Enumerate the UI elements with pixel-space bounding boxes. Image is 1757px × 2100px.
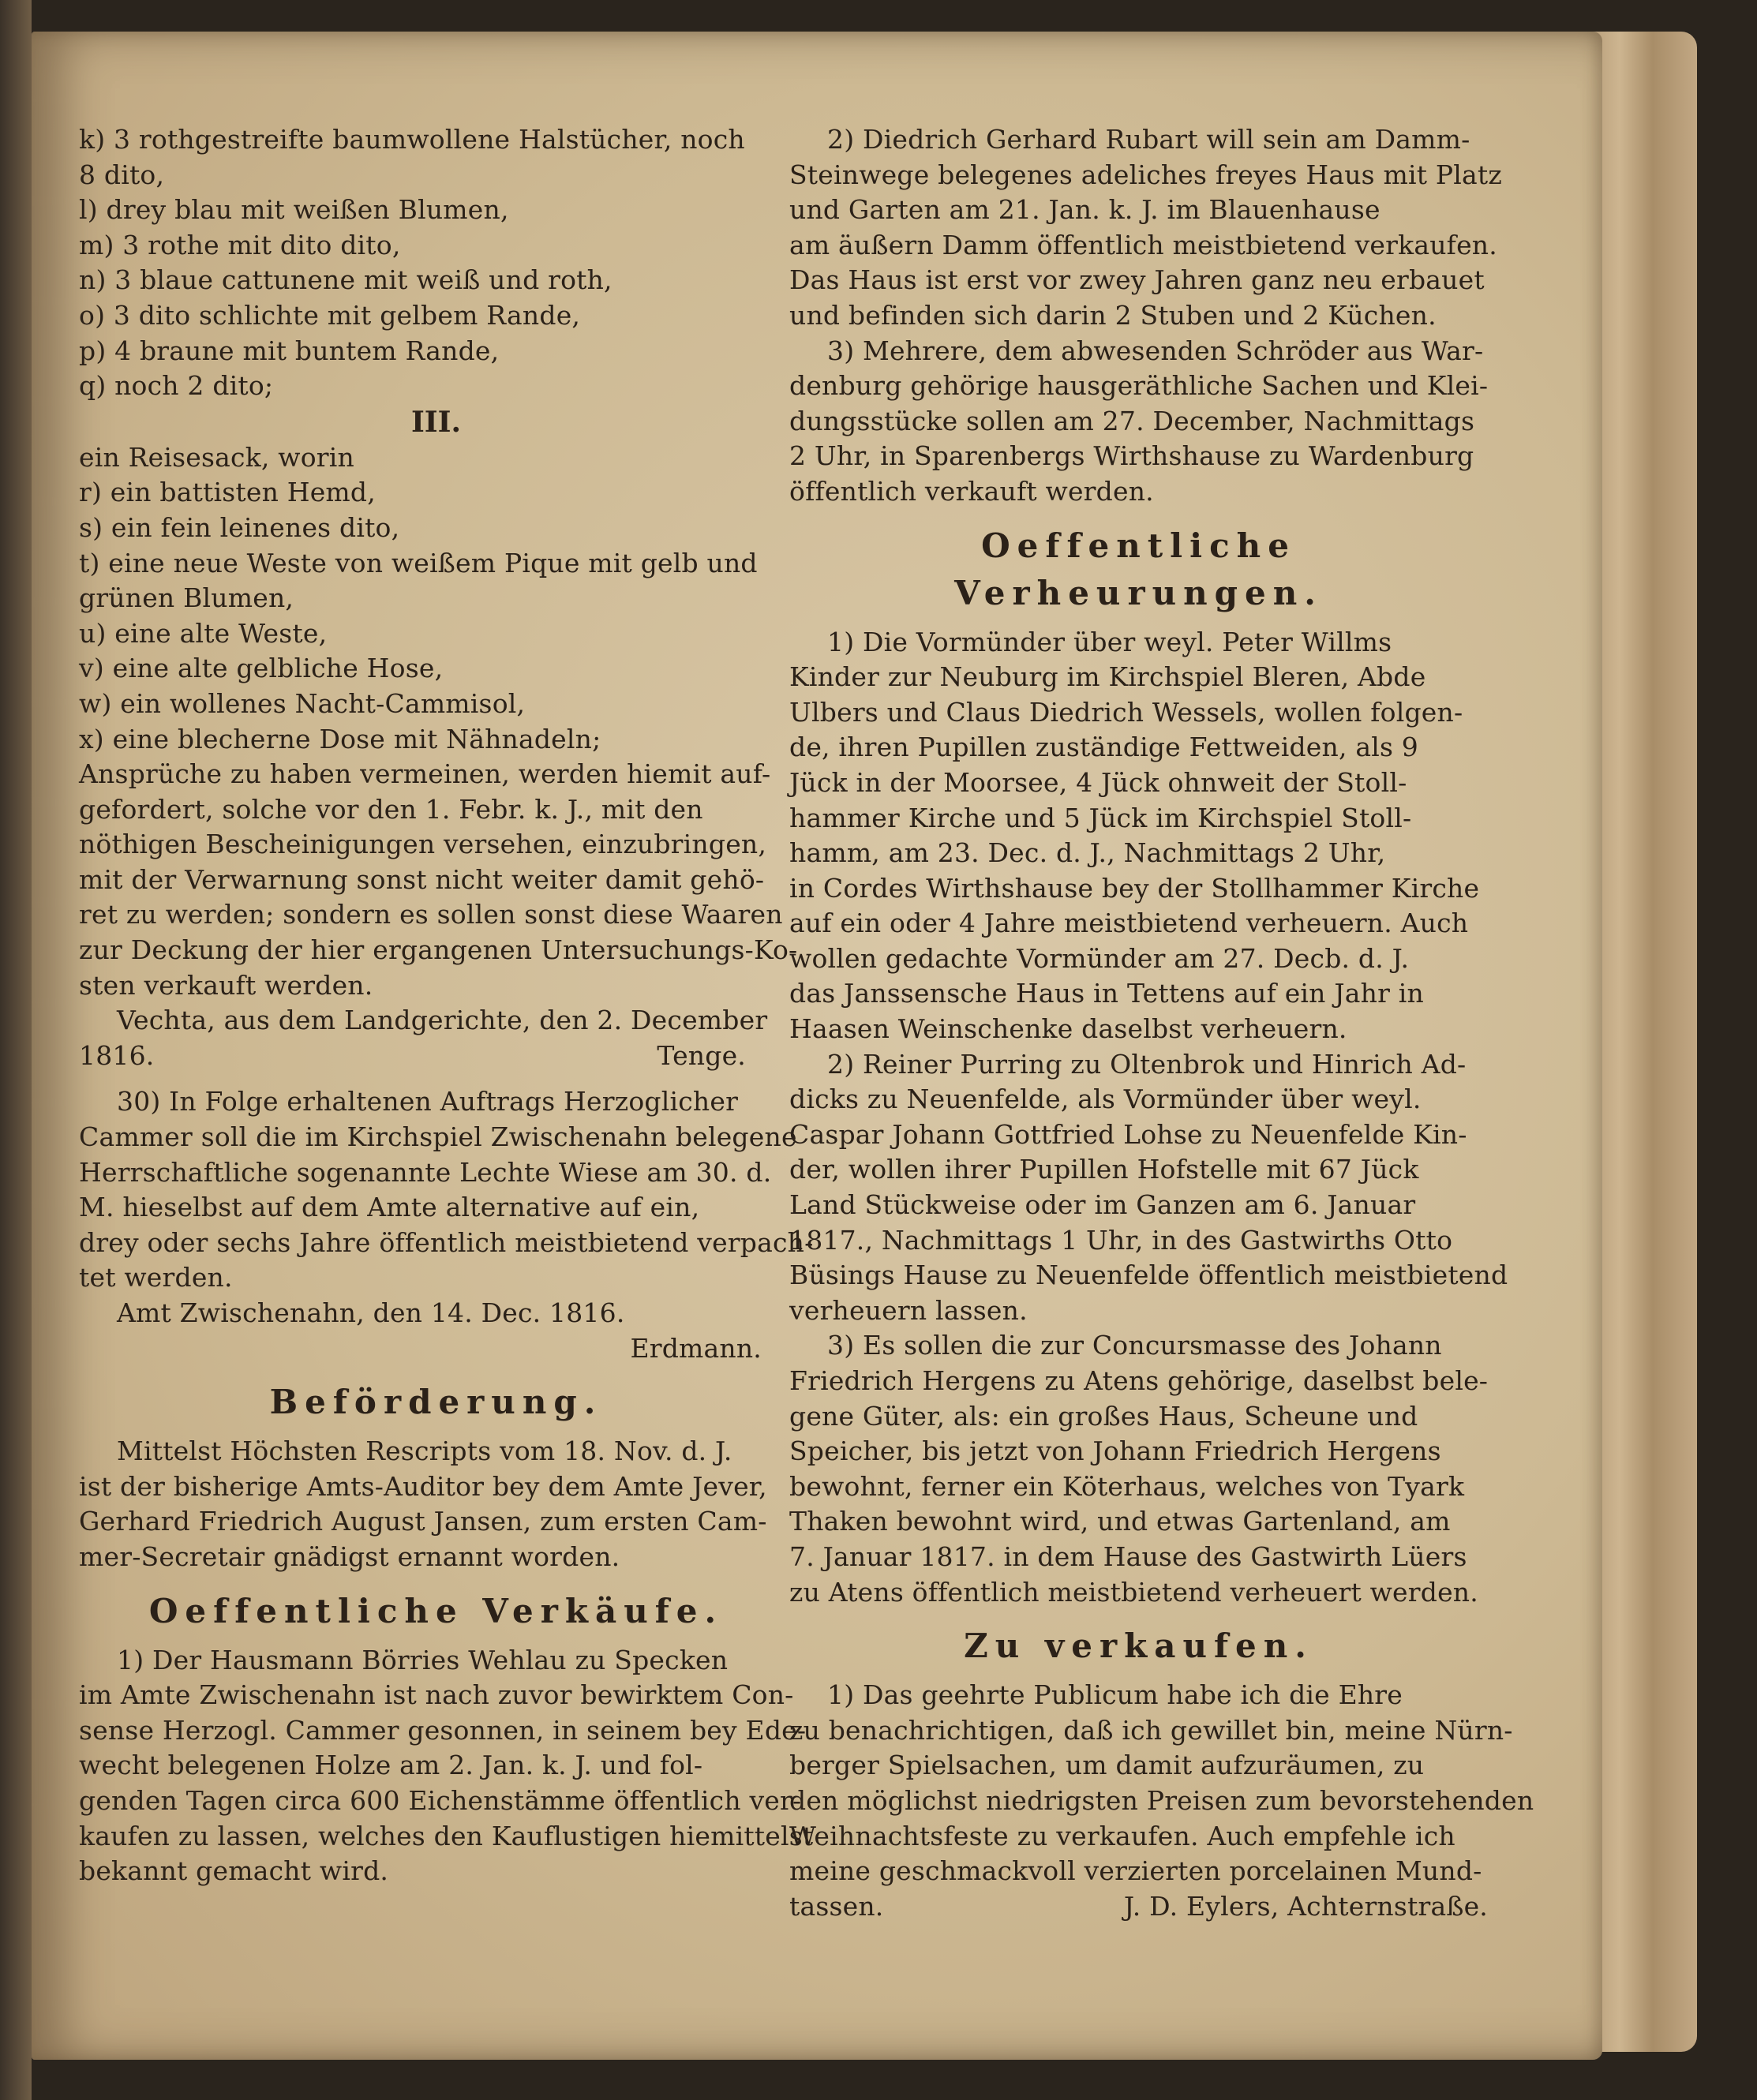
text-line: Thaken bewohnt wird, und etwas Gartenland, am [789,1506,1451,1537]
text-line: k) 3 rothgestreifte baumwollene Halstücher, noch [79,124,745,155]
text-line: verheuern lassen. [789,1294,1028,1326]
amt-dateline: Amt Zwischenahn, den 14. Dec. 1816. [117,1297,625,1328]
text-line: in Cordes Wirthshause bey der Stollhammer Kirche [789,872,1480,904]
text-line: 7. Januar 1817. in dem Hause des Gastwirth Lüers [789,1540,1467,1572]
amt-signature: Erdmann. [630,1332,762,1364]
text-line: Caspar Johann Gottfried Lohse zu Neuenfelde Kin- [789,1118,1467,1150]
vechta-signature: Tenge. [657,1039,746,1071]
text-line: wecht belegenen Holze am 2. Jan. k. J. und fol- [79,1750,703,1781]
text-line: am äußern Damm öffentlich meistbietend verkaufen. [789,229,1497,260]
text-line: Friedrich Hergens zu Atens gehörige, daselbst bele- [789,1365,1489,1396]
text-line: grünen Blumen, [79,582,294,614]
text-line: drey oder sechs Jahre öffentlich meistbietend verpach- [79,1226,814,1258]
for-sale-signature-line [789,1889,1488,1925]
text-line: o) 3 dito schlichte mit gelbem Rande, [79,299,581,331]
heading-zu-verkaufen: Zu verkaufen. [964,1626,1313,1666]
text-line: 1) Die Vormünder über weyl. Peter Willms [827,626,1392,657]
heading-oeffentliche-verkaeufe: Oeffentliche Verkäufe. [148,1591,724,1630]
text-line: 2) Reiner Purring zu Oltenbrok und Hinrich Ad- [827,1048,1467,1080]
section-three-heading: III. [410,405,462,439]
sale-item-2 [789,122,1502,334]
text-line: Ansprüche zu haben vermeinen, werden hiemit auf- [79,758,771,790]
text-line: hammer Kirche und 5 Jück im Kirchspiel Stoll- [789,802,1412,833]
text-line: t) eine neue Weste von weißem Pique mit gelb und [79,547,758,578]
text-line: mer-Secretair gnädigst ernannt worden. [79,1540,620,1572]
text-line: und befinden sich darin 2 Stuben und 2 Küchen. [789,299,1437,331]
text-line: Mittelst Höchsten Rescripts vom 18. Nov. d. J. [117,1436,732,1467]
text-line: zur Deckung der hier ergangenen Untersuchungs-Ko- [79,934,798,966]
text-line: gefordert, solche vor den 1. Febr. k. J., mit den [79,793,703,825]
text-line: bewohnt, ferner ein Köterhaus, welches von Tyark [789,1470,1465,1502]
text-line: 8 dito, [79,159,165,190]
for-sale-last-word: tassen. [789,1890,884,1922]
notice-30 [79,1084,814,1296]
text-line: u) eine alte Weste, [79,617,328,649]
text-line: Cammer soll die im Kirchspiel Zwischenahn belegene [79,1121,797,1153]
vechta-signature-line [79,1039,793,1074]
verkaeufe-notice [79,1643,814,1889]
text-line: Steinwege belegenes adeliches freyes Haus mit Platz [789,159,1502,190]
text-line: 3) Mehrere, dem abwesenden Schröder aus War- [827,335,1484,366]
text-line: den möglichst niedrigsten Preisen zum bevorstehenden [789,1784,1534,1816]
text-line: q) noch 2 dito; [79,370,274,402]
text-line: 1817., Nachmittags 1 Uhr, in des Gastwirths Otto [789,1224,1453,1256]
previous-page-edge [0,0,32,2100]
text-line: Gerhard Friedrich August Jansen, zum ersten Cam- [79,1506,767,1537]
text-line: Jück in der Moorsee, 4 Jück ohnweit der Stoll- [789,766,1407,798]
text-line: nöthigen Bescheinigungen versehen, einzubringen, [79,829,767,860]
text-line: tet werden. [79,1262,233,1293]
text-line: p) 4 braune mit buntem Rande, [79,335,500,366]
text-line: auf ein oder 4 Jahre meistbietend verheuern. Auch [789,908,1469,939]
text-line: sense Herzogl. Cammer gesonnen, in seinem bey Ede- [79,1714,807,1746]
lease-item-2 [789,1047,1508,1329]
text-line: n) 3 blaue cattunene mit weiß und roth, [79,264,613,296]
text-line: dungsstücke sollen am 27. December, Nachmittags [789,405,1475,436]
text-line: 2 Uhr, in Sparenbergs Wirthshause zu Wardenburg [789,440,1474,472]
text-line: wollen gedachte Vormünder am 27. Decb. d. J. [789,942,1410,974]
text-line: w) ein wollenes Nacht-Cammisol, [79,687,526,719]
text-line: s) ein fein leinenes dito, [79,511,400,543]
for-sale-notice [789,1678,1534,1889]
text-line: Herrschaftliche sogenannte Lechte Wiese am 30. d. [79,1156,772,1188]
text-line: Büsings Hause zu Neuenfelde öffentlich meistbietend [789,1260,1508,1291]
text-line: Das Haus ist erst vor zwey Jahren ganz neu erbauet [789,264,1485,296]
page-stack-edge [1587,32,1697,2052]
text-line: m) 3 rothe mit dito dito, [79,229,401,260]
text-line: 1) Das geehrte Publicum habe ich die Ehre [827,1679,1403,1711]
item-list-top [79,122,793,404]
text-line: hamm, am 23. Dec. d. J., Nachmittags 2 Uhr, [789,837,1386,869]
text-line: sten verkauft werden. [79,969,373,1001]
text-line: 1) Der Hausmann Börries Wehlau zu Specken [117,1644,729,1675]
text-line: M. hieselbst auf dem Amte alternative auf ein, [79,1192,700,1223]
text-line: de, ihren Pupillen zuständige Fettweiden, als 9 [789,732,1419,763]
newspaper-page [32,32,1602,2060]
text-line: meine geschmackvoll verzierten porcelainen Mund- [789,1855,1482,1887]
text-line: gene Güter, als: ein großes Haus, Scheune und [789,1400,1418,1432]
text-line: öffentlich verkauft werden. [789,475,1154,507]
text-line: im Amte Zwischenahn ist nach zuvor bewirktem Con- [79,1679,794,1711]
heading-oeffentliche-verheurungen: Oeffentliche Verheurungen. [954,526,1323,612]
text-line: Ulbers und Claus Diedrich Wessels, wollen folgen- [789,696,1463,728]
text-line: kaufen zu lassen, welches den Kauflustigen hiemittelst [79,1820,814,1851]
text-line: Land Stückweise oder im Ganzen am 6. Januar [789,1189,1416,1221]
text-line: r) ein battisten Hemd, [79,477,376,508]
text-line: mit der Verwarnung sonst nicht weiter damit gehö- [79,863,765,895]
text-line: Kinder zur Neuburg im Kirchspiel Bleren, Abde [789,661,1426,693]
heading-befoerderung: Beförderung. [269,1383,603,1422]
vechta-dateline: Vechta, aus dem Landgerichte, den 2. December [117,1005,768,1036]
right-column [789,122,1534,1924]
text-line: berger Spielsachen, um damit aufzuräumen, zu [789,1750,1425,1781]
text-line: x) eine blecherne Dose mit Nähnadeln; [79,723,601,754]
lease-item-3 [789,1328,1488,1610]
text-line: Speicher, bis jetzt von Johann Friedrich Hergens [789,1436,1441,1467]
text-line: dicks zu Neuenfelde, als Vormünder über weyl. [789,1084,1422,1115]
text-line: 3) Es sollen die zur Concursmasse des Johann [827,1330,1442,1361]
text-line: denburg gehörige hausgeräthliche Sachen und Klei- [789,370,1489,402]
item-list-mid [79,440,798,1004]
vechta-year: 1816. [79,1039,155,1071]
text-line: und Garten am 21. Jan. k. J. im Blauenhause [789,194,1380,226]
text-line: ein Reisesack, worin [79,441,354,473]
text-line: 2) Diedrich Gerhard Rubart will sein am Damm- [827,124,1470,155]
sale-item-3 [789,334,1488,510]
text-line: ret zu werden; sondern es sollen sonst diese Waaren [79,899,783,930]
for-sale-signature: J. D. Eylers, Achternstraße. [1123,1890,1488,1922]
text-line: zu Atens öffentlich meistbietend verheuert werden. [789,1576,1478,1608]
text-line: ist der bisherige Amts-Auditor bey dem Amte Jever, [79,1470,767,1502]
text-line: genden Tagen circa 600 Eichenstämme öffentlich ver- [79,1784,802,1816]
text-line: l) drey blau mit weißen Blumen, [79,194,509,226]
text-line: v) eine alte gelbliche Hose, [79,653,444,684]
text-line: Weihnachtsfeste zu verkaufen. Auch empfehle ich [789,1820,1455,1851]
text-line: bekannt gemacht wird. [79,1855,389,1887]
text-line: Haasen Weinschenke daselbst verheuern. [789,1013,1347,1045]
left-column [79,122,814,1889]
lease-item-1 [789,625,1488,1047]
text-line: 30) In Folge erhaltenen Auftrags Herzoglicher [117,1086,739,1117]
text-line: zu benachrichtigen, daß ich gewillet bin, meine Nürn- [789,1714,1513,1746]
befoerderung-notice [79,1434,793,1574]
text-line: der, wollen ihrer Pupillen Hofstelle mit 67 Jück [789,1154,1419,1185]
text-line: das Janssensche Haus in Tettens auf ein Jahr in [789,978,1424,1009]
